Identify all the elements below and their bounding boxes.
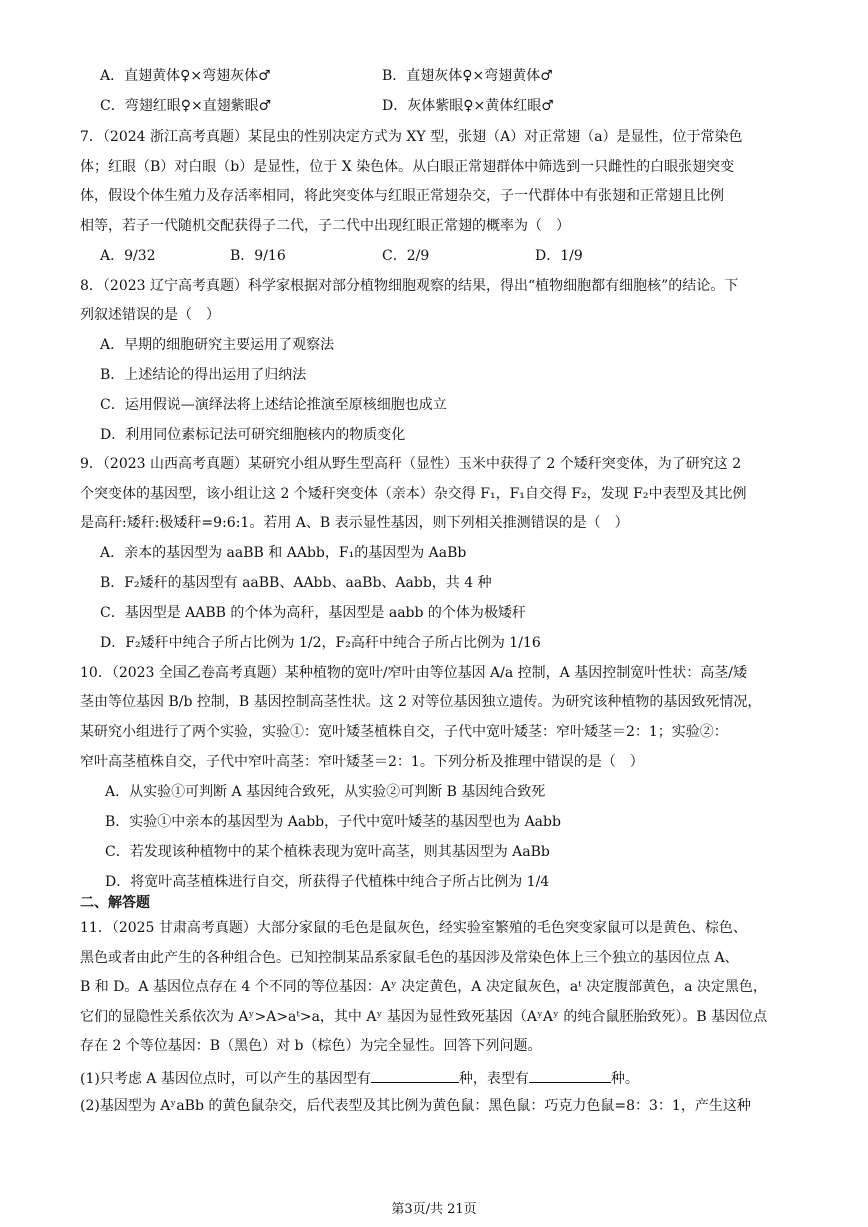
q11-sub1-text: 种。 [610, 1071, 639, 1087]
q7-option-c: C．2/9 [382, 248, 430, 264]
q10-stem-line: 窄叶高茎植株自交，子代中窄叶高茎：窄叶矮茎＝2：1。下列分析及推理中错误的是（ ） [80, 754, 644, 770]
section-heading: 二、解答题 [80, 895, 150, 911]
q11-sub1-text: (1)只考虑 A 基因位点时，可以产生的基因型有 [80, 1071, 371, 1087]
q8-option-a: A．早期的细胞研究主要运用了观察法 [100, 337, 335, 353]
q9-stem-line: 9．（2023 山西高考真题）某研究小组从野生型高秆（显性）玉米中获得了 2 个矮秆突变体，为了研究这 2 [80, 456, 742, 472]
q9-option-b: B．F₂矮秆的基因型有 aaBB、AAbb、aaBb、Aabb，共 4 种 [100, 575, 492, 591]
q8-option-d: D．利用同位素标记法可研究细胞核内的物质变化 [100, 427, 406, 443]
q8-stem-line: 8．（2023 辽宁高考真题）科学家根据对部分植物细胞观察的结果，得出“植物细胞都有细胞核”的结论。下 [80, 278, 739, 294]
q9-option-a: A．亲本的基因型为 aaBB 和 AAbb，F₁的基因型为 AaBb [100, 545, 467, 561]
q8-stem-line: 列叙述错误的是（ ） [80, 307, 220, 323]
q10-stem-line: 10．（2023 全国乙卷高考真题）某种植物的宽叶/窄叶由等位基因 A/a 控制，A 基因控制宽叶性状：高茎/矮 [80, 665, 747, 681]
answer-blank-phenotypes[interactable] [529, 1066, 611, 1083]
q7-option-b: B．9/16 [230, 248, 286, 264]
q11-sub1-text: 种，表型有 [458, 1071, 529, 1087]
q10-option-b: B．实验①中亲本的基因型为 Aabb，子代中宽叶矮茎的基因型也为 Aabb [105, 814, 561, 830]
q9-option-c: C．基因型是 AABB 的个体为高秆，基因型是 aabb 的个体为极矮秆 [100, 605, 526, 621]
q9-stem-line: 个突变体的基因型，该小组让这 2 个矮秆突变体（亲本）杂交得 F₁，F₁自交得 F₂，发现 F₂中表型及其比例 [80, 486, 747, 502]
q9-option-d: D．F₂矮秆中纯合子所占比例为 1/2，F₂高秆中纯合子所占比例为 1/16 [100, 635, 541, 651]
q10-stem-line: 某研究小组进行了两个实验，实验①：宽叶矮茎植株自交，子代中宽叶矮茎：窄叶矮茎＝2：1；实验②： [80, 724, 728, 740]
q7-option-d: D．1/9 [535, 248, 583, 264]
q7-stem-line: 体，假设个体生殖力及存活率相同，将此突变体与红眼正常翅杂交，子一代群体中有张翅和正常翅且比例 [80, 188, 724, 204]
q10-option-c: C．若发现该种植物中的某个植株表现为宽叶高茎，则其基因型为 AaBb [105, 844, 550, 860]
q7-stem-line: 相等，若子一代随机交配获得子二代，子二代中出现红眼正常翅的概率为（ ） [80, 218, 570, 234]
q11-stem-line: 11．（2025 甘肃高考真题）大部分家鼠的毛色是鼠灰色，经实验室繁殖的毛色突变家鼠可以是黄色、棕色、 [80, 920, 747, 936]
q6-option-b: B．直翅灰体♀×弯翅黄体♂ [382, 68, 553, 84]
q6-option-d: D．灰体紫眼♀×黄体红眼♂ [382, 98, 554, 114]
q11-sub2: (2)基因型为 AʸaBb 的黄色鼠杂交，后代表型及其比例为黄色鼠：黑色鼠：巧克力色鼠=8：3：1，产生这种 [80, 1098, 751, 1114]
q6-option-c: C．弯翅红眼♀×直翅紫眼♂ [100, 98, 272, 114]
q8-option-c: C．运用假说—演绎法将上述结论推演至原核细胞也成立 [100, 397, 447, 413]
q11-stem-line: B 和 D。A 基因位点存在 4 个不同的等位基因：Aʸ 决定黄色，A 决定鼠灰色，aᵗ 决定腹部黄色，a 决定黑色， [80, 979, 767, 995]
answer-blank-genotypes[interactable] [371, 1066, 459, 1083]
q11-sub1 [80, 1066, 639, 1089]
page-number: 第3页/共 21页 [391, 1202, 477, 1217]
q7-option-a: A．9/32 [100, 248, 156, 264]
q10-option-a: A．从实验①可判断 A 基因纯合致死，从实验②可判断 B 基因纯合致死 [105, 784, 546, 800]
q6-option-a: A．直翅黄体♀×弯翅灰体♂ [100, 68, 271, 84]
q10-stem-line: 茎由等位基因 B/b 控制，B 基因控制高茎性状。这 2 对等位基因独立遗传。为研究该种植物的基因致死情况， [80, 694, 762, 710]
q7-stem-line: 7．（2024 浙江高考真题）某昆虫的性别决定方式为 XY 型，张翅（A）对正常翅（a）是显性，位于常染色 [80, 129, 743, 145]
q11-stem-line: 存在 2 个等位基因：B（黑色）对 b（棕色）为完全显性。回答下列问题。 [80, 1038, 542, 1054]
q7-stem-line: 体；红眼（B）对白眼（b）是显性，位于 X 染色体。从白眼正常翅群体中筛选到一只雌性的白眼张翅突变 [80, 159, 735, 175]
q8-option-b: B．上述结论的得出运用了归纳法 [100, 367, 307, 383]
q9-stem-line: 是高秆:矮秆:极矮秆=9:6:1。若用 A、B 表示显性基因，则下列相关推测错误的是（ ） [80, 515, 629, 531]
q11-stem-line: 它们的显隐性关系依次为 Aʸ>A>aᵗ>a，其中 Aʸ 基因为显性致死基因（AʸAʸ 的纯合鼠胚胎致死）。B 基因位点 [80, 1009, 768, 1025]
q11-stem-line: 黑色或者由此产生的各种组合色。已知控制某品系家鼠毛色的基因涉及常染色体上三个独立的基因位点 A、 [80, 950, 739, 966]
q10-option-d: D．将宽叶高茎植株进行自交，所获得子代植株中纯合子所占比例为 1/4 [105, 874, 550, 890]
